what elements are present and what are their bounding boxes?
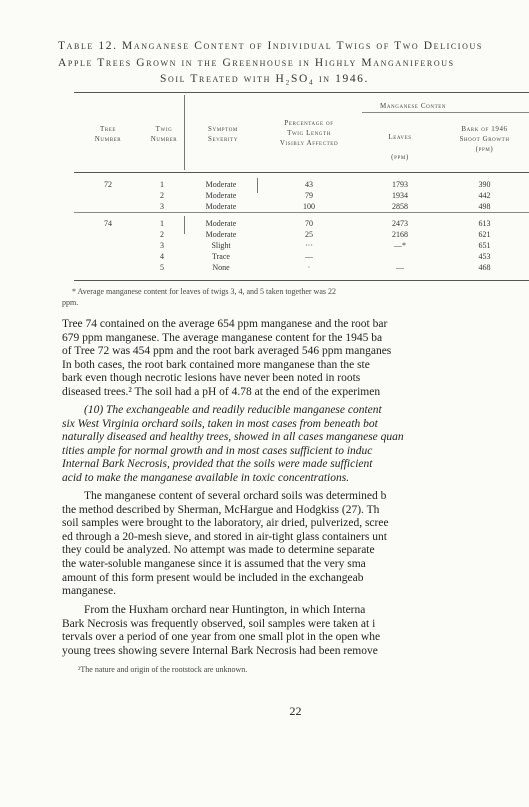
cell-twig: 5 xyxy=(160,263,164,272)
manganese-group-rule xyxy=(362,112,529,113)
cell-pct: — xyxy=(305,252,313,261)
table-group-rule xyxy=(74,212,529,213)
cell-twig: 1 xyxy=(160,219,164,228)
table-header-rule xyxy=(74,172,529,173)
header-twig-number: Twig Number xyxy=(150,125,178,143)
cell-bark: 453 xyxy=(478,252,491,261)
cell-twig: 3 xyxy=(160,202,164,211)
cell-leaves: 2168 xyxy=(392,230,408,239)
cell-pct: ··· xyxy=(305,241,313,250)
cell-pct: 100 xyxy=(303,202,315,211)
cell-severity: Moderate xyxy=(205,180,237,189)
cell-bark: 498 xyxy=(478,202,491,211)
cell-bark: 651 xyxy=(478,241,491,250)
column-divider xyxy=(184,216,185,234)
cell-severity: Slight xyxy=(211,241,231,250)
column-divider xyxy=(257,178,258,193)
table-caption-line-2: Apple Trees Grown in the Greenhouse in Highly Manganiferous xyxy=(58,57,455,69)
cell-leaves: 2473 xyxy=(392,219,408,228)
cell-tree: 72 xyxy=(104,180,112,189)
cell-severity: Trace xyxy=(212,252,230,261)
cell-severity: Moderate xyxy=(205,191,237,200)
cell-twig: 1 xyxy=(160,180,164,189)
cell-pct: 25 xyxy=(305,230,313,239)
cell-twig: 4 xyxy=(160,252,164,261)
cell-leaves: — xyxy=(396,263,404,272)
cell-leaves: 1934 xyxy=(392,191,408,200)
cell-twig: 3 xyxy=(160,241,164,250)
cell-bark: 613 xyxy=(478,219,491,228)
header-leaves: Leaves (ppm) xyxy=(388,133,412,161)
cell-pct: 70 xyxy=(305,219,313,228)
cell-leaves: 2858 xyxy=(392,202,408,211)
paragraph-1: Tree 74 contained on the average 654 ppm manganese and the root bar 679 ppm manganese. The average manganese content for the 1945 ba of Tree 72 was 454 ppm and the root bark averaged 546 ppm manganes In both cases, the root bark contained more manganese than the ste bark even though necrotic lesions have never been noted in roots diseased trees.² The soil had a pH of 4.78 at the end of the experimen xyxy=(62,318,392,398)
cell-bark: 621 xyxy=(478,230,491,239)
cell-severity: Moderate xyxy=(205,202,237,211)
table-caption-line-3: Soil Treated with H₂SO₄ in 1946. xyxy=(160,73,369,85)
cell-leaves: 1793 xyxy=(392,180,408,189)
table-caption-line-1: Table 12. Manganese Content of Individual Twigs of Two Delicious xyxy=(58,40,483,52)
cell-severity: Moderate xyxy=(205,230,237,239)
table-top-rule xyxy=(74,92,529,93)
cell-bark: 390 xyxy=(478,180,491,189)
table-footnote-line-1: * Average manganese content for leaves of twigs 3, 4, and 5 taken together was 22 xyxy=(72,287,336,296)
paragraph-3: The manganese content of several orchard soils was determined b the method described by Sherman, McHargue and Hodgkiss (27). Th soil samples were brought to the laboratory, air dried, pulverized, scree ed through a 20-mesh sieve, and stored in air-tight glass containers unt they could be analyzed. No attempt was made to determine separate the water-soluble manganese since it is assumed that the very sma amount of this form present would be included in the exchangeab manganese. xyxy=(62,490,389,598)
cell-severity: Moderate xyxy=(205,219,237,228)
page-footnote: ²The nature and origin of the rootstock are unknown. xyxy=(78,665,248,674)
cell-bark: 468 xyxy=(478,263,491,272)
cell-pct: 79 xyxy=(305,191,313,200)
cell-leaves: —* xyxy=(394,241,406,250)
header-symptom-severity: Symptom Severity xyxy=(207,125,239,143)
cell-bark: 442 xyxy=(478,191,491,200)
cell-twig: 2 xyxy=(160,191,164,200)
header-percentage-affected: Percentage of Twig Length Visibly Affected xyxy=(279,119,339,147)
cell-pct: 43 xyxy=(305,180,313,189)
header-bark: Bark of 1946 Shoot Growth (ppm) xyxy=(459,125,510,153)
table-footnote-line-2: ppm. xyxy=(62,298,79,307)
table-bottom-rule xyxy=(74,280,529,281)
header-manganese-content: Manganese Conten xyxy=(380,102,447,110)
paragraph-4: From the Huxham orchard near Huntington, in which Interna Bark Necrosis was frequently observed, soil samples were taken at i tervals over a period of one year from one small plot in the open whe young trees showing severe Internal Bark Necrosis had been remove xyxy=(62,604,381,657)
cell-twig: 2 xyxy=(160,230,164,239)
cell-tree: 74 xyxy=(104,219,112,228)
cell-pct: · xyxy=(307,263,311,272)
paragraph-2-finding: (10) The exchangeable and readily reducible manganese content six West Virginia orchard soils, taken in most cases from beneath bot naturally diseased and healthy trees, showed in all cases manganese quan tities ample for normal growth and in most cases sufficient to induc Internal Bark Necrosis, provided that the soils were made sufficient acid to make the manganese available in toxic concentrations. xyxy=(62,404,404,484)
cell-severity: None xyxy=(212,263,230,272)
header-tree-number: Tree Number xyxy=(94,125,122,143)
page-number: 22 xyxy=(289,704,302,718)
